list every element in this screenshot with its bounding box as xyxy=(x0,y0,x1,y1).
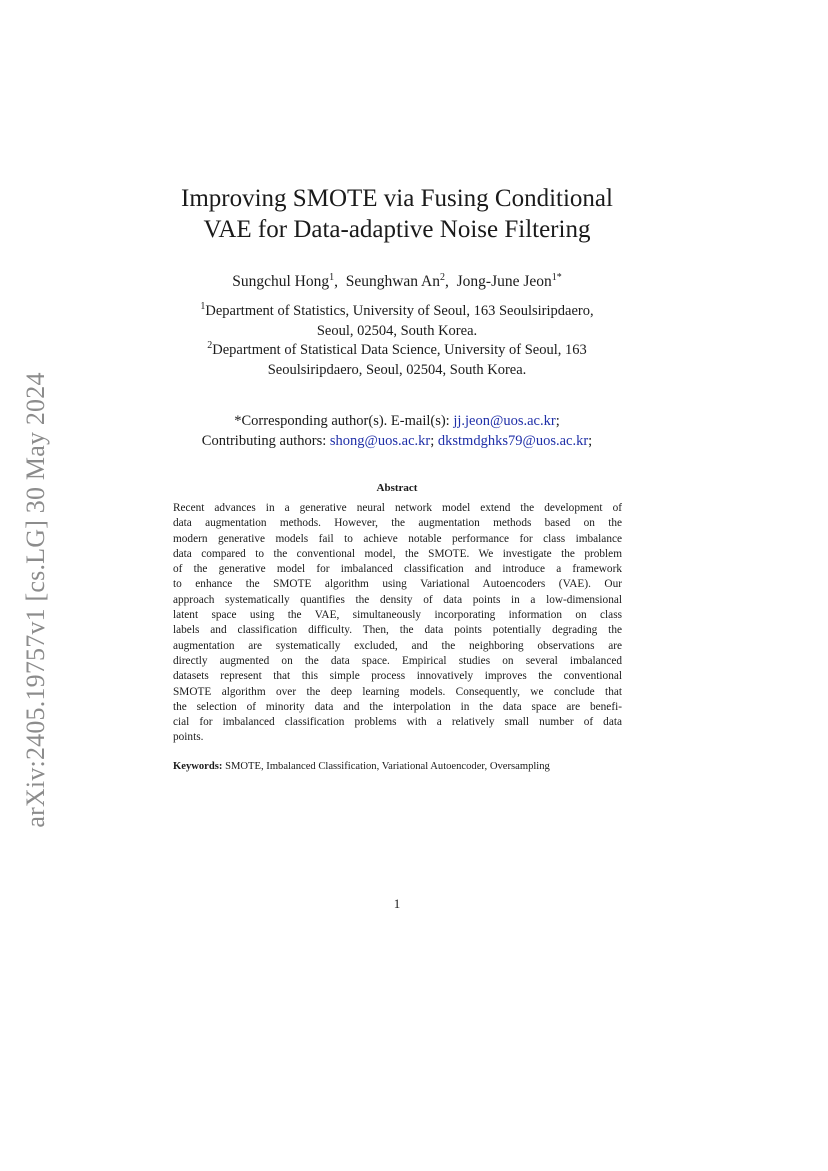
contributing-email-link-2[interactable]: dkstmdghks79@uos.ac.kr xyxy=(437,433,589,449)
abstract-line: to enhance the SMOTE algorithm using Variational Autoencoders (VAE). Our xyxy=(173,578,622,591)
author-list: Sungchul Hong$^1$, Seunghwan An$^2$, Jong-June Jeon$^{1*}$ xyxy=(232,272,562,290)
affiliation-1 xyxy=(150,302,644,322)
abstract-line: the selection of minority data and the interpolation in the data space are benefi- xyxy=(173,700,622,713)
affiliation-1-cont: Seoul, 02504, South Korea. xyxy=(316,322,478,339)
affiliation-text: Department of Statistical Data Science, University of Seoul, 163 xyxy=(212,342,587,358)
corresponding-email-link[interactable]: jj.jeon@uos.ac.kr xyxy=(453,413,556,429)
abstract-line: datasets represent that this simple process innovatively improves the conventional xyxy=(173,670,622,683)
corresponding-author-line xyxy=(150,411,644,431)
abstract-line: modern generative models fail to achieve notable performance for class imbalance xyxy=(173,532,622,545)
abstract-line: latent space using the VAE, simultaneously incorporating information on class xyxy=(173,609,622,622)
separator: ; xyxy=(588,433,593,449)
abstract-line: augmentation are systematically excluded, and the neighboring observations are xyxy=(173,639,622,652)
affiliations xyxy=(150,302,644,380)
contributing-email-link-1[interactable]: shong@uos.ac.kr xyxy=(329,433,431,449)
keywords xyxy=(173,759,622,774)
abstract-line: data augmentation methods. However, the augmentation methods based on the xyxy=(173,517,622,530)
affiliation-mark: 2 xyxy=(207,340,213,351)
page-number: 1 xyxy=(393,896,401,911)
affiliation-mark: 1 xyxy=(200,301,206,312)
author-name: Sungchul Hong xyxy=(232,273,330,290)
corresponding-label: *Corresponding author(s). E-mail(s): xyxy=(234,413,454,429)
author-affiliation-mark: 1* xyxy=(551,272,562,283)
abstract-line: data compared to the conventional model, the SMOTE. We investigate the problem xyxy=(173,547,622,560)
abstract-line: cial for imbalanced classification problems with a relatively small number of data xyxy=(173,716,622,729)
abstract-line: Recent advances in a generative neural network model extend the development of xyxy=(173,502,622,514)
abstract-line: SMOTE algorithm over the deep learning models. Consequently, we conclude that xyxy=(173,685,622,698)
abstract-body xyxy=(173,501,622,746)
affiliation-text: Department of Statistics, University of Seoul, 163 Seoulsiripdaero, xyxy=(205,303,594,319)
abstract-line: points. xyxy=(173,731,204,744)
keywords-label: Keywords: xyxy=(173,761,223,772)
keywords-text: SMOTE, Imbalanced Classification, Variational Autoencoder, Oversampling xyxy=(222,761,550,772)
author-affiliation-mark: 1 xyxy=(329,272,335,283)
contact-info xyxy=(150,411,644,451)
affiliation-2-cont: Seoulsiripdaero, Seoul, 02504, South Korea. xyxy=(267,361,527,378)
paper-title xyxy=(150,183,644,245)
separator: ; xyxy=(430,433,435,449)
author-name: Jong-June Jeon xyxy=(456,273,552,290)
contributing-authors-line xyxy=(150,431,644,451)
separator: ; xyxy=(555,413,560,429)
author-affiliation-mark: 2 xyxy=(440,272,445,283)
abstract-line: directly augmented on the data space. Empirical studies on several imbalanced xyxy=(173,654,622,667)
arxiv-identifier-stamp: arXiv:2405.19757v1 [cs.LG] 30 May 2024 xyxy=(21,372,50,828)
title-line-1: Improving SMOTE via Fusing Conditional xyxy=(181,185,613,212)
contributing-label: Contributing authors: xyxy=(201,433,330,449)
abstract-line: labels and classification difficulty. Then, the data points potentially degrading the xyxy=(173,624,622,637)
abstract-line: approach systematically quantifies the density of data points in a low-dimensional xyxy=(173,593,622,606)
title-line-2: VAE for Data-adaptive Noise Filtering xyxy=(203,216,591,243)
abstract-heading: Abstract xyxy=(376,482,418,494)
abstract-line: of the generative model for imbalanced classification and introduce a framework xyxy=(173,563,622,576)
affiliation-2 xyxy=(150,341,644,361)
author-name: Seunghwan An xyxy=(345,273,440,290)
